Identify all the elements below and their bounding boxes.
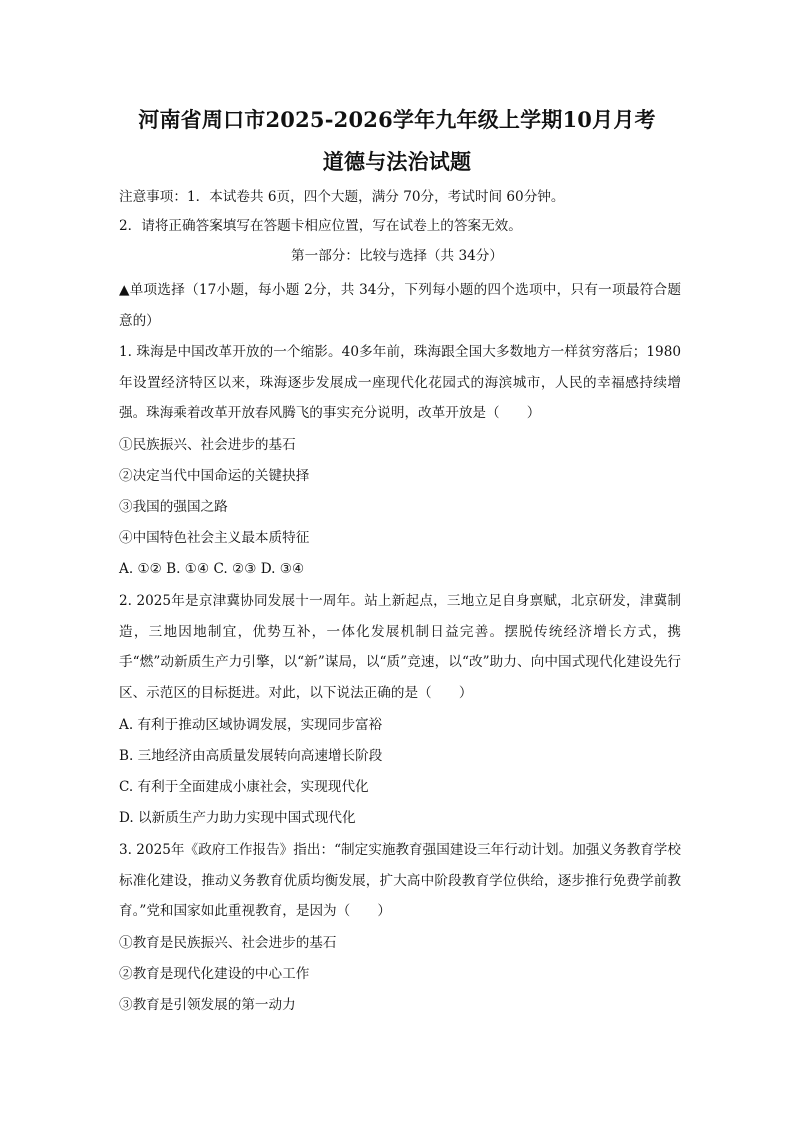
question-1-stem: 1. 珠海是中国改革开放的一个缩影。40多年前，珠海跟全国大多数地方一样贫穷落后；1980年设置经济特区以来，珠海逐步发展成一座现代化花园式的海滨城市，人民的幸福感持续增强。珠海乘着改革开放春风腾飞的事实充分说明，改革开放是（ ）	[119, 344, 681, 422]
question-1-item-4: ④中国特色社会主义最本质特征	[119, 530, 310, 546]
notice-line-2: 2．请将正确答案填写在答题卡相应位置，写在试卷上的答案无效。	[119, 218, 522, 234]
question-2-option-d: D. 以新质生产力助力实现中国式现代化	[119, 810, 356, 826]
question-2-option-a: A. 有利于推动区域协调发展，实现同步富裕	[119, 717, 383, 733]
question-2-option-c: C. 有利于全面建成小康社会，实现现代化	[119, 779, 369, 795]
question-3-item-2: ②教育是现代化建设的中心工作	[119, 966, 310, 982]
part-heading: 第一部分：比较与选择（共 34分）	[291, 248, 503, 264]
exam-title: 河南省周口市2025-2026学年九年级上学期10月月考	[138, 107, 656, 132]
question-1-item-2: ②决定当代中国命运的关键抉择	[119, 468, 310, 484]
question-2-option-b: B. 三地经济由高质量发展转向高速增长阶段	[119, 748, 383, 764]
question-1-item-3: ③我国的强国之路	[119, 499, 228, 515]
notice-line-1: 注意事项：1．本试卷共 6页，四个大题，满分 70分，考试时间 60分钟。	[119, 189, 565, 205]
question-2-stem: 2. 2025年是京津冀协同发展十一周年。站上新起点，三地立足自身禀赋，北京研发，津冀制造，三地因地制宜，优势互补，一体化发展机制日益完善。摆脱传统经济增长方式，携手“燃”动新质生产力引擎，以“新”谋局，以“质”竞速，以“改”助力、向中国式现代化建设先行区、示范区的目标挺进。对此，以下说法正确的是（ ）	[119, 593, 681, 701]
question-1-item-1: ①民族振兴、社会进步的基石	[119, 437, 296, 453]
question-3-item-3: ③教育是引领发展的第一动力	[119, 997, 296, 1013]
question-1-choices: A. ①② B. ①④ C. ②③ D. ③④	[119, 561, 305, 577]
question-3-stem: 3. 2025年《政府工作报告》指出：“制定实施教育强国建设三年行动计划。加强义务教育学校标准化建设，推动义务教育优质均衡发展，扩大高中阶段教育学位供给，逐步推行免费学前教育。”党和国家如此重视教育，是因为（ ）	[119, 842, 681, 920]
question-3-item-1: ①教育是民族振兴、社会进步的基石	[119, 935, 337, 951]
section-instruction: ▲单项选择（17小题，每小题 2分，共 34分，下列每小题的四个选项中，只有一项最符合题意的）	[119, 282, 681, 329]
exam-subject-title: 道德与法治试题	[322, 149, 472, 174]
